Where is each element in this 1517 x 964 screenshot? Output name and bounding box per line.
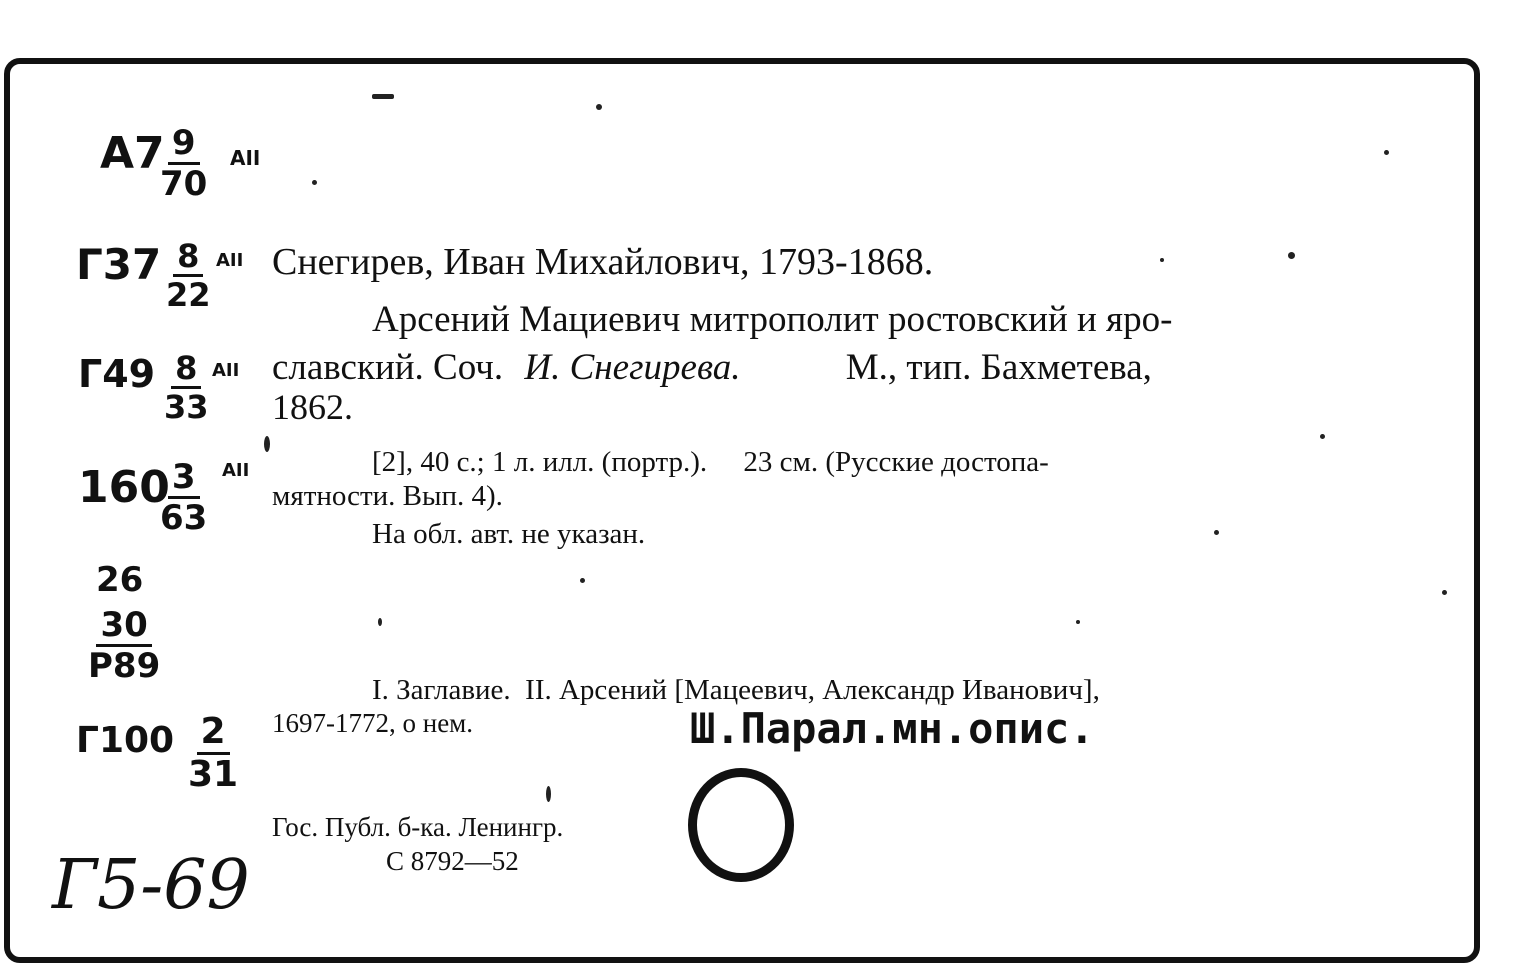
entry-note: На обл. авт. не указан. xyxy=(372,518,646,550)
shelfmark-1-fraction xyxy=(160,123,208,204)
speck xyxy=(546,786,551,802)
shelfmark-6-fraction xyxy=(188,711,239,795)
speck xyxy=(596,104,602,110)
shelfmark-3-stamp: АII xyxy=(212,360,240,381)
shelfmark-1-numerator: 9 xyxy=(168,126,200,165)
shelfmark-4-fraction xyxy=(160,457,208,538)
speck xyxy=(1076,620,1080,624)
shelfmark-3-fraction xyxy=(164,349,209,426)
shelfmark-2-stamp: АII xyxy=(216,250,244,271)
speck xyxy=(1384,150,1389,155)
entry-tracing-line1: I. Заглавие. II. Арсений [Мацеевич, Александр Иванович], xyxy=(372,674,1100,706)
entry-author-statement: И. Снегирева. xyxy=(524,347,741,388)
entry-imprint: М., тип. Бахметева, xyxy=(845,347,1152,388)
shelfmark-1-stamp: АII xyxy=(230,146,261,170)
library-line1: Гос. Публ. б-ка. Ленингр. xyxy=(272,812,564,842)
entry-title-line2 xyxy=(272,346,1152,389)
typed-note: Ш.Парал.мн.опис. xyxy=(690,704,1095,753)
speck xyxy=(378,618,382,626)
punch-hole-ring xyxy=(688,768,794,882)
shelfmark-2-numerator: 8 xyxy=(173,240,203,277)
shelfmark-2-prefix: Г37 xyxy=(76,240,162,289)
shelfmark-3-denominator: 33 xyxy=(164,388,209,426)
speck xyxy=(1288,252,1295,259)
speck xyxy=(372,94,394,99)
shelfmark-5-fraction xyxy=(88,605,161,686)
shelfmark-5-numerator: 30 xyxy=(96,608,151,647)
shelfmark-1-prefix: А7 xyxy=(100,128,165,179)
entry-year: 1862. xyxy=(272,387,353,427)
library-line2: С 8792—52 xyxy=(386,846,519,876)
shelfmark-bottom: Г5-69 xyxy=(52,846,250,925)
shelfmark-4-denominator: 63 xyxy=(160,498,208,538)
shelfmark-6-numerator: 2 xyxy=(197,714,230,755)
shelfmark-3-prefix: Г49 xyxy=(78,352,156,396)
entry-collation-line2: мятности. Вып. 4). xyxy=(272,480,503,512)
entry-heading: Снегирев, Иван Михайлович, 1793-1868. xyxy=(272,241,934,283)
shelfmark-4-prefix: 160 xyxy=(78,462,170,513)
speck xyxy=(1320,434,1325,439)
speck xyxy=(1160,258,1164,262)
shelfmark-5-top: 26 xyxy=(96,560,144,600)
shelfmark-3-numerator: 8 xyxy=(171,352,201,389)
entry-title-part-a: славский. Соч. xyxy=(272,347,504,388)
speck xyxy=(264,436,270,452)
entry-title-line1: Арсений Мациевич митрополит ростовский и яро- xyxy=(372,299,1173,340)
speck xyxy=(1442,590,1447,595)
shelfmark-2-fraction xyxy=(166,237,211,314)
speck xyxy=(1214,530,1219,535)
shelfmark-6-prefix: Г100 xyxy=(76,720,175,761)
speck xyxy=(580,578,585,583)
entry-collation-line1: [2], 40 с.; 1 л. илл. (портр.). 23 см. (Русские достопа- xyxy=(372,446,1049,478)
shelfmark-6-denominator: 31 xyxy=(188,754,239,795)
shelfmark-1-denominator: 70 xyxy=(160,164,208,204)
shelfmark-4-stamp: АII xyxy=(222,460,250,481)
shelfmark-4-numerator: 3 xyxy=(168,460,200,499)
entry-tracing-line2: 1697-1772, о нем. xyxy=(272,708,474,738)
shelfmark-2-denominator: 22 xyxy=(166,276,211,314)
speck xyxy=(312,180,317,185)
shelfmark-5-denominator: Р89 xyxy=(88,646,161,686)
